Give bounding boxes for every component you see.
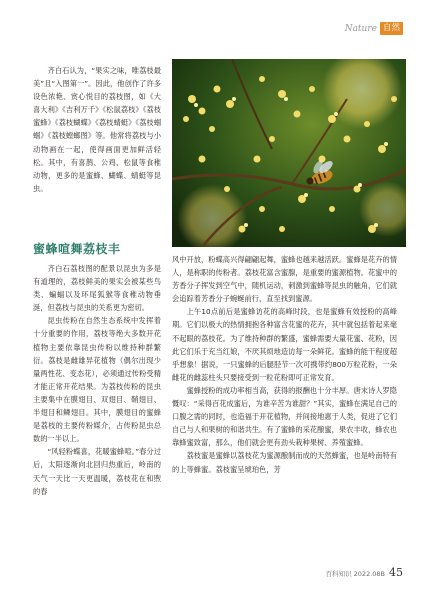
paragraph: 蜜蜂授粉的成功率相当高，获得的报酬也十分丰厚。唐末诗人罗隐慨叹：“采得百花成蜜后，为谁辛苦为谁甜？”其实，蜜蜂在满足自己的口腹之需的同时，也造福于开花植物，并间接地惠于人类，促进了它们自己与人和果树的和谐共生。有了蜜蜂的采花酿蜜，果农丰收，蜂农也靠蜂蜜致富，那么，他们就会更有劲头栽种果树、养殖蜜蜂。	[172, 385, 398, 448]
left-column-top	[33, 64, 161, 195]
section-heading: 蜜蜂喧舞荔枝丰	[33, 242, 121, 256]
paragraph: 上午10点前后是蜜蜂访花的高峰时段，也是蜜蜂有效授粉的高峰期。它们以极大的热情拥抱各种富含花蜜的花卉，其中就包括着起来毫不起眼的荔枝花。为了维持种群的繁盛，蜜蜂需要大量花蜜、花粉，因此它们乐于充当红娘，不厌其烦地造访每一朵鲜花。蜜蜂的能干程度超乎想象！据说，一只蜜蜂的后腿胫节一次可携带约800万粒花粉，一朵雌花的雌蕊柱头只要接受到一粒花粉即可正常发育。	[172, 307, 397, 382]
paragraph: 昆虫传粉在自然生态系统中发挥着十分重要的作用，荔枝等绝大多数开花植物主要依靠昆虫传粉以维持种群繁衍。荔枝是雌雄异花植物（偶尔出现少量两性花、变态花），必须通过传粉受精才能正常开花结果。为荔枝传粉的昆虫主要集中在膜翅目、双翅目、鞘翅目、半翅目和鳞翅目。其中，膜翅目的蜜蜂是荔枝的主要传粉媒介，占传粉昆虫总数的一半以上。	[33, 316, 161, 444]
left-column-bottom	[33, 262, 161, 498]
section-label-en: Nature	[344, 23, 377, 34]
paragraph: 齐白石荔枝图的配景以昆虫为多是有道理的，荔枝鲜美的果实会被某些鸟类、蝙蝠以及环尾狐猴等食稚动物垂涎，但荔枝与昆虫的关系更为密切。	[33, 264, 161, 313]
right-column	[172, 253, 397, 476]
section-header	[345, 22, 403, 35]
page-footer	[326, 566, 403, 579]
bee-lychee-photo	[172, 59, 406, 247]
paragraph: 齐白石认为，“果实之味，唯荔枝最美”且“入图第一”。因此，他创作了许多设色浓艳、赏心悦目的荔枝图，如《大喜大利》《吉利万千》《松鼠荔枝》《荔枝蜜蜂》《荔枝蝴蝶》《荔枝蜻蜓》《荔枝蝈蝈》《荔枝螳螂图》等。他常将荔枝与小动物画在一起，使得画面更加鲜活轻松。其中，有喜鹊、公鸡、松鼠等食稚动物，更多的是蜜蜂、蝴蝶、蜻蜓等昆虫。	[33, 66, 161, 193]
section-label-zh: 自然	[380, 22, 403, 35]
magazine-issue: 百科知识 2022.08B	[325, 570, 385, 578]
photo-illustration	[172, 59, 406, 247]
paragraph: 荔枝蜜是蜜蜂以荔枝花为蜜源酿制而成的天然蜂蜜，也是岭南特有的上等蜂蜜。荔枝蜜呈琥珀色，芳	[172, 451, 397, 474]
paragraph: 风中开放，粉蝶高兴得翩翩起舞，蜜蜂也越来越活跃。蜜蜂是花卉的情人，是称职的传粉者。荔枝花富含蜜腺，是重要的蜜源植物。花蜜中的芳香分子挥发到空气中，随机运动，刺激到蜜蜂等昆虫的触角，它们就会追踪着芳香分子蜿蜒前行，直至找到蜜源。	[172, 255, 397, 304]
paragraph: “风轻粉蝶喜，花暖蜜蜂喧。”春分过后，太阳逐渐向北回归热重后，岭南的天气一天比一天更温暖，荔枝花在和煦的春	[33, 447, 161, 496]
page-number: 45	[389, 566, 403, 579]
